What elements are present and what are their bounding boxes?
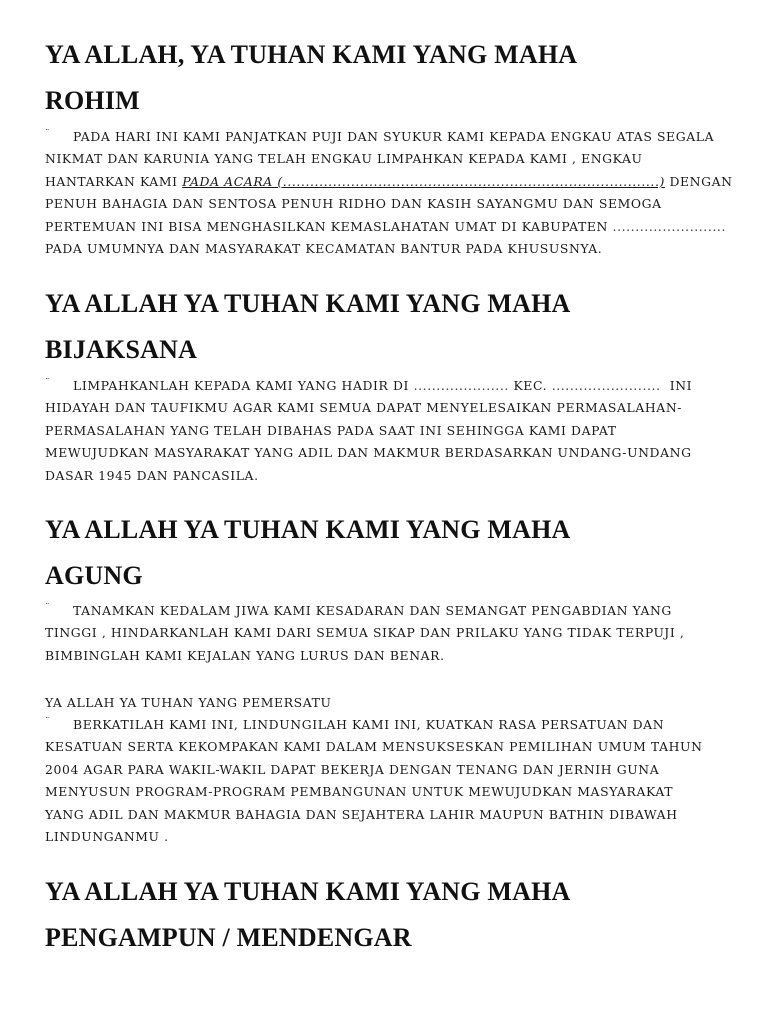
kabupaten-blank: ......................... [612, 218, 726, 234]
kecamatan-blank: ........................ [551, 378, 661, 393]
section-1-heading [45, 32, 735, 124]
section-1-line-3-end: DENGAN [669, 173, 733, 189]
section-1-paragraph [45, 126, 735, 260]
bullet-marker-icon: ¨ [45, 717, 51, 727]
section-1-line-4: PENUH BAHAGIA DAN SENTOSA PENUH RIDHO DAN KASIH SAYANGMU DAN SEMOGA [45, 196, 662, 212]
section-1-line-5: PERTEMUAN INI BISA MENGHASILKAN KEMASLAHATAN UMAT DI KABUPATEN [45, 218, 608, 234]
section-4-line-3: 2004 AGAR PARA WAKIL-WAKIL DAPAT BEKERJA DENGAN TENANG DAN JERNIH GUNA [45, 761, 660, 777]
section-4-line-2: KESATUAN SERTA KEKOMPAKAN KAMI DALAM MENSUKSESKAN PEMILIHAN UMUM TAHUN [45, 739, 703, 755]
section-2-line-1-end: INI [669, 378, 693, 393]
section-2-heading-line-2: BIJAKSANA [45, 335, 198, 364]
kecamatan-label: KEC. [513, 378, 548, 393]
section-3-heading [45, 507, 735, 599]
section-3-paragraph [45, 600, 735, 667]
section-3-heading-line-1: YA ALLAH YA TUHAN KAMI YANG MAHA [45, 515, 571, 544]
section-4-line-4: MENYUSUN PROGRAM-PROGRAM PEMBANGUNAN UNTUK MEWUJUDKAN MASYARAKAT [45, 784, 674, 800]
section-4-line-1: BERKATILAH KAMI INI, LINDUNGILAH KAMI INI, KUATKAN RASA PERSATUAN DAN [73, 717, 665, 732]
section-1-line-2: NIKMAT DAN KARUNIA YANG TELAH ENGKAU LIMPAHKAN KEPADA KAMI , ENGKAU [45, 151, 643, 167]
section-3-line-3: BIMBINGLAH KAMI KEJALAN YANG LURUS DAN BENAR. [45, 647, 445, 663]
section-1-line-1: PADA HARI INI KAMI PANJATKAN PUJI DAN SYUKUR KAMI KEPADA ENGKAU ATAS SEGALA [73, 129, 715, 144]
section-2-heading-line-1: YA ALLAH YA TUHAN KAMI YANG MAHA [45, 289, 571, 318]
section-3-heading-line-2: AGUNG [45, 561, 143, 590]
section-1-line-3: HANTARKAN KAMI [45, 173, 178, 189]
section-2-heading [45, 281, 735, 373]
section-5-heading-line-1: YA ALLAH YA TUHAN KAMI YANG MAHA [45, 877, 571, 906]
section-5-heading [45, 869, 735, 961]
section-4-subheading: YA ALLAH YA TUHAN YANG PEMERSATU [45, 695, 332, 710]
event-name-blank: PADA ACARA (...................................................................................) [182, 173, 665, 189]
section-2-line-1: LIMPAHKANLAH KEPADA KAMI YANG HADIR DI [73, 378, 410, 393]
section-1-line-6: PADA UMUMNYA DAN MASYARAKAT KECAMATAN BANTUR PADA KHUSUSNYA. [45, 241, 603, 257]
bullet-marker-icon: ¨ [45, 603, 51, 613]
location-blank: ..................... [413, 378, 509, 393]
section-2-line-4: MEWUJUDKAN MASYARAKAT YANG ADIL DAN MAKMUR BERDASARKAN UNDANG-UNDANG [45, 445, 692, 461]
section-1-heading-line-1: YA ALLAH, YA TUHAN KAMI YANG MAHA [45, 40, 578, 69]
section-3-line-1: TANAMKAN KEDALAM JIWA KAMI KESADARAN DAN SEMANGAT PENGABDIAN YANG [73, 603, 672, 618]
bullet-marker-icon: ¨ [45, 129, 51, 139]
section-4-line-5: YANG ADIL DAN MAKMUR BAHAGIA DAN SEJAHTERA LAHIR MAUPUN BATHIN DIBAWAH [45, 806, 678, 822]
section-4-paragraph [45, 714, 735, 848]
bullet-marker-icon: ¨ [45, 378, 51, 388]
section-3-line-2: TINGGI , HINDARKANLAH KAMI DARI SEMUA SIKAP DAN PRILAKU YANG TIDAK TERPUJI , [45, 625, 685, 641]
section-2-paragraph [45, 375, 735, 487]
section-4-line-6: LINDUNGANMU . [45, 829, 169, 845]
section-5-heading-line-2: PENGAMPUN / MENDENGAR [45, 923, 412, 952]
section-2-line-5: DASAR 1945 DAN PANCASILA. [45, 467, 259, 483]
section-2-line-3: PERMASALAHAN YANG TELAH DIBAHAS PADA SAAT INI SEHINGGA KAMI DAPAT [45, 422, 617, 438]
section-1-heading-line-2: ROHIM [45, 86, 140, 115]
section-2-line-2: HIDAYAH DAN TAUFIKMU AGAR KAMI SEMUA DAPAT MENYELESAIKAN PERMASALAHAN- [45, 400, 683, 416]
